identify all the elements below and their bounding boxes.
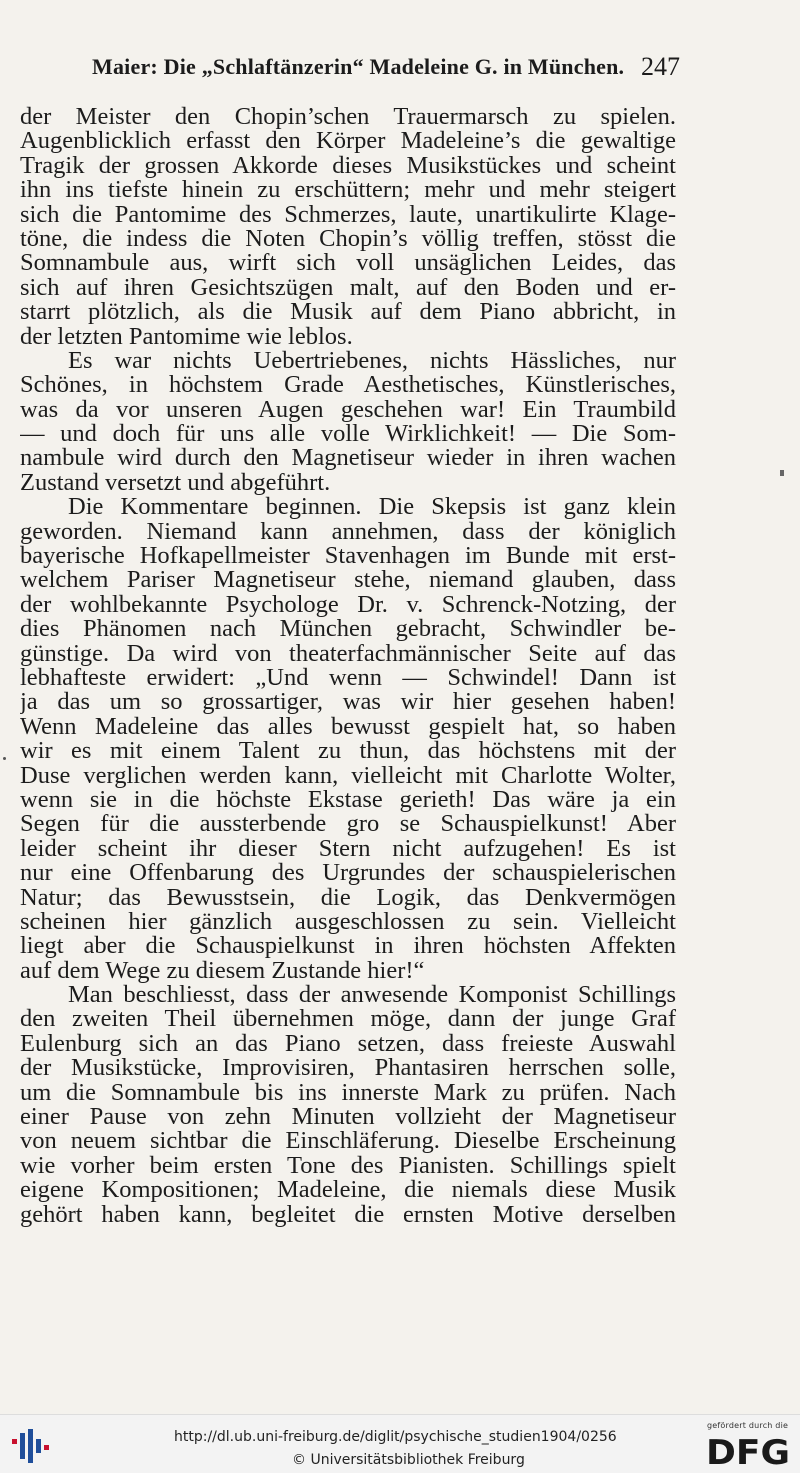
- running-title: Maier: Die „Schlaftänzerin“ Madeleine G. in München.: [92, 54, 625, 79]
- text-line: Die Kommentare beginnen. Die Skepsis ist ganz klein: [68, 495, 676, 520]
- text-line: sich auf ihren Gesichtszügen malt, auf den Boden und er-: [20, 275, 676, 301]
- permalink-url[interactable]: http://dl.ub.uni-freiburg.de/diglit/psychische_studien1904/0256: [174, 1429, 617, 1445]
- text-line: was da vor unseren Augen geschehen war! Ein Traumbild: [20, 397, 676, 423]
- viewer-footer: [0, 1414, 800, 1473]
- text-line: nambule wird durch den Magnetiseur wieder in ihren wachen: [20, 446, 676, 471]
- text-line: scheinen hier gänzlich ausgeschlossen zu sein. Vielleicht: [20, 909, 676, 935]
- text-line: Somnambule aus, wirft sich voll unsäglichen Leides, das: [20, 251, 676, 276]
- text-line: Natur; das Bewusstsein, die Logik, das Denkvermögen: [20, 885, 676, 910]
- text-line: sich die Pantomime des Schmerzes, laute, unartikulirte Klage-: [20, 202, 676, 227]
- text-line: Wenn Madeleine das alles bewusst gespielt hat, so haben: [20, 714, 676, 740]
- text-line: — und doch für uns alle volle Wirklichkeit! — Die Som-: [20, 422, 676, 447]
- text-line: Augenblicklich erfasst den Körper Madeleine’s die gewaltige: [20, 129, 676, 154]
- text-line: Tragik der grossen Akkorde dieses Musikstückes und scheint: [20, 153, 676, 179]
- text-line: bayerische Hofkapellmeister Stavenhagen im Bunde mit erst-: [20, 544, 676, 569]
- text-line: Segen für die aussterbende gro se Schauspielkunst! Aber: [20, 812, 676, 837]
- dfg-logo-icon: [706, 1433, 792, 1469]
- text-line: den zweiten Theil übernehmen möge, dann der junge Graf: [20, 1007, 676, 1032]
- text-line: Es war nichts Uebertriebenes, nichts Hässliches, nur: [68, 348, 676, 374]
- text-line: Zustand versetzt und abgeführt.: [20, 470, 331, 496]
- text-line: starrt plötzlich, als die Musik auf dem Piano abbricht, in: [20, 300, 676, 325]
- text-line: der wohlbekannte Psychologe Dr. v. Schrenck-Notzing, der: [20, 592, 676, 618]
- text-line: leider scheint ihr dieser Stern nicht aufzugehen! Es ist: [20, 836, 676, 862]
- text-line: töne, die indess die Noten Chopin’s völlig treffen, stösst die: [20, 226, 676, 252]
- text-line: welchem Pariser Magnetiseur stehe, niemand glauben, dass: [20, 568, 676, 593]
- text-line: der Musikstücke, Improvisiren, Phantasiren herrschen solle,: [20, 1056, 676, 1081]
- text-line: gehört haben kann, begleitet die ernsten Motive derselben: [20, 1202, 676, 1227]
- text-line: Eulenburg sich an das Piano setzen, dass freieste Auswahl: [20, 1031, 676, 1057]
- text-line: geworden. Niemand kann annehmen, dass der königlich: [20, 519, 676, 545]
- text-line: Duse verglichen werden kann, vielleicht mit Charlotte Wolter,: [20, 763, 676, 788]
- text-line: dies Phänomen nach München gebracht, Schwindler be-: [20, 617, 676, 642]
- page-number: 247: [641, 52, 680, 81]
- page-header: [20, 52, 680, 92]
- text-line: nur eine Offenbarung des Urgrundes der schauspielerischen: [20, 861, 676, 886]
- text-line: günstige. Da wird von theaterfachmännischer Seite auf das: [20, 641, 676, 666]
- text-line: wenn sie in die höchste Ekstase gerieth! Das wäre ja ein: [20, 787, 676, 813]
- text-line: Schönes, in höchstem Grade Aesthetisches, Künstlerisches,: [20, 373, 676, 398]
- text-line: einer Pause von zehn Minuten vollzieht der Magnetiseur: [20, 1105, 676, 1130]
- text-line: wir es mit einem Talent zu thun, das höchstens mit der: [20, 739, 676, 764]
- text-line: Man beschliesst, dass der anwesende Komponist Schillings: [68, 983, 676, 1008]
- text-line: der letzten Pantomime wie leblos.: [20, 324, 353, 349]
- text-line: lebhafteste erwidert: „Und wenn — Schwindel! Dann ist: [20, 665, 676, 691]
- margin-speck: [3, 757, 6, 760]
- margin-mark: [780, 470, 784, 476]
- funding-label: gefördert durch die: [707, 1421, 789, 1430]
- copyright-notice: © Universitätsbibliothek Freiburg: [292, 1452, 525, 1468]
- body-text: [20, 105, 676, 1227]
- text-line: um die Somnambule bis ins innerste Mark zu prüfen. Nach: [20, 1080, 676, 1106]
- text-line: eigene Kompositionen; Madeleine, die niemals diese Musik: [20, 1178, 676, 1203]
- text-line: liegt aber die Schauspielkunst in ihren höchsten Affekten: [20, 934, 676, 959]
- text-line: der Meister den Chopin’schen Trauermarsch zu spielen.: [20, 105, 676, 130]
- university-library-logo-icon: [8, 1425, 56, 1465]
- text-line: ihn ins tiefste hinein zu erschüttern; mehr und mehr steigert: [20, 178, 676, 203]
- text-line: ja das um so grossartiger, was wir hier gesehen haben!: [20, 690, 676, 715]
- text-line: wie vorher beim ersten Tone des Pianisten. Schillings spielt: [20, 1153, 676, 1179]
- text-line: auf dem Wege zu diesem Zustande hier!“: [20, 958, 425, 984]
- text-line: von neuem sichtbar die Einschläferung. Dieselbe Erscheinung: [20, 1129, 676, 1154]
- dfg-logo-text: DFG: [706, 1433, 790, 1469]
